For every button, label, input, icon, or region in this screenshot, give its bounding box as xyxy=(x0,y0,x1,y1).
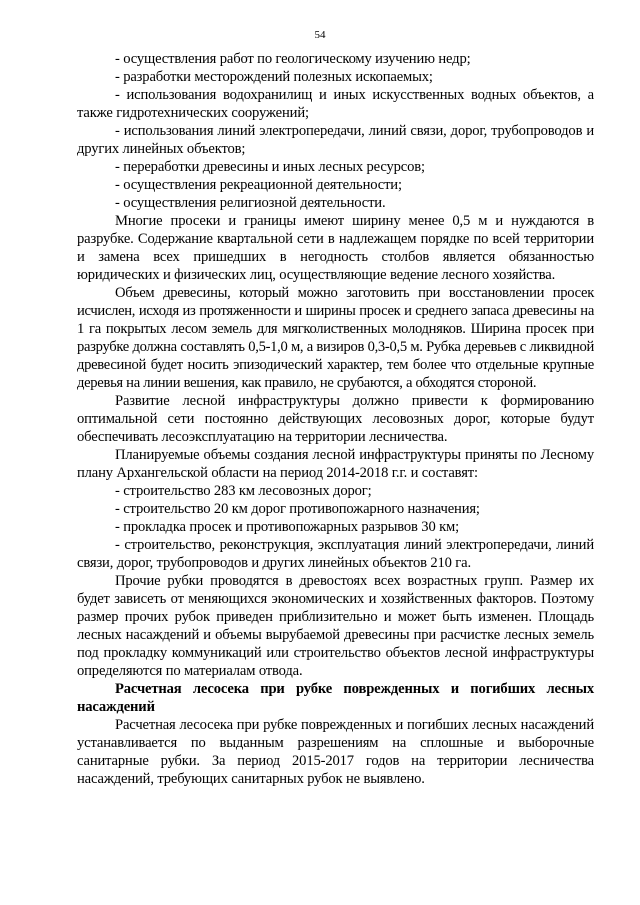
document-body xyxy=(77,50,594,788)
section-heading: Расчетная лесосека при рубке поврежденных и погибших лесных насаждений xyxy=(77,681,594,715)
paragraph-sanitary-cuttings: Расчетная лесосека при рубке поврежденных и погибших лесных насаждений устанавливается по выданным разрешениям на сплошные и выборочные санитарные рубки. За период 2015-2017 годов на территории лесничества насаждений, требующих санитарных рубок не выявлено. xyxy=(77,717,594,787)
paragraph-infrastructure: Развитие лесной инфраструктуры должно привести к формированию оптимальной сети постоянно действующих лесовозных дорог, которые будут обеспечивать лесоэксплуатацию на территории лесничества. xyxy=(77,393,594,445)
list-item-geology: - осуществления работ по геологическому изучению недр; xyxy=(115,51,471,67)
list-item-religion: - осуществления религиозной деятельности. xyxy=(115,195,386,211)
list-item-mining: - разработки месторождений полезных ископаемых; xyxy=(115,69,433,85)
list-item-fire-roads: - строительство 20 км дорог противопожарного назначения; xyxy=(115,501,480,517)
list-item-construction: - строительство, реконструкция, эксплуатация линий электропередачи, линий связи, дорог, трубопроводов и других линейных объектов 210 га. xyxy=(77,537,594,571)
page-number: 54 xyxy=(314,29,326,41)
paragraph-planned-volumes: Планируемые объемы создания лесной инфраструктуры приняты по Лесному плану Архангельской области на период 2014-2018 г.г. и составят: xyxy=(77,447,594,481)
list-item-logging-roads: - строительство 283 км лесовозных дорог; xyxy=(115,483,372,499)
list-item-wood-processing: - переработки древесины и иных лесных ресурсов; xyxy=(115,159,425,175)
list-item-firebreaks: - прокладка просек и противопожарных разрывов 30 км; xyxy=(115,519,460,535)
paragraph-clearings: Многие просеки и границы имеют ширину менее 0,5 м и нуждаются в разрубке. Содержание квартальной сети в надлежащем порядке по всей территории и замена всех пришедших в негодность столбов является обязанностью юридических и физических лиц, осуществляющие ведение лесного хозяйства. xyxy=(77,213,594,283)
paragraph-wood-volume: Объем древесины, который можно заготовить при восстановлении просек исчислен, исходя из протяженности и ширины просек и среднего запаса древесины на 1 га покрытых лесом земель для мягколиственных молодняков. Ширина просек при разрубке должна составлять 0,5-1,0 м, а визиров 0,3-0,5 м. Рубка деревьев с ликвидной древесиной будет носить эпизодический характер, тем более что отдельные крупные деревья на линии вешения, как правило, не срубаются, а обходятся стороной. xyxy=(77,285,594,391)
list-item-recreation: - осуществления рекреационной деятельности; xyxy=(115,177,402,193)
list-item-reservoirs: - использования водохранилищ и иных искусственных водных объектов, а также гидротехнических сооружений; xyxy=(77,87,594,121)
paragraph-other-cuttings: Прочие рубки проводятся в древостоях всех возрастных групп. Размер их будет зависеть от меняющихся экономических и хозяйственных факторов. Поэтому размер прочих рубок приведен приблизительно и может быть изменен. Площадь лесных насаждений и объемы вырубаемой древесины при расчистке лесных земель под прокладку коммуникаций или строительство объектов лесной инфраструктуры определяются по материалам отвода. xyxy=(77,573,594,679)
list-item-power-lines: - использования линий электропередачи, линий связи, дорог, трубопроводов и других линейных объектов; xyxy=(77,123,594,157)
